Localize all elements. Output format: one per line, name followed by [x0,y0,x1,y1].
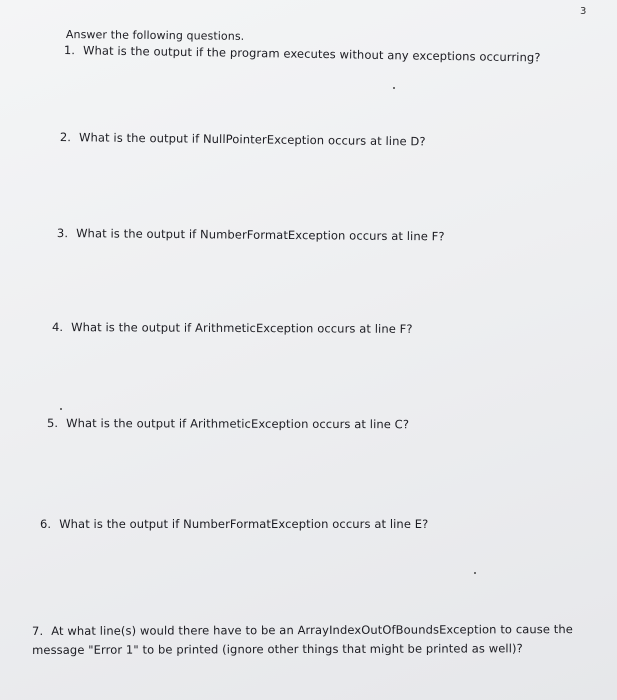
question-5 [47,416,409,431]
question-7 [32,620,597,660]
question-number: 5. [46,416,59,431]
question-text: What is the output if NumberFormatException occurs at line E? [59,517,429,531]
page-number: 3 [580,6,587,17]
instructions-heading: Answer the following questions. [65,28,245,43]
question-6 [40,517,428,531]
question-3 [57,226,445,243]
question-text: What is the output if NullPointerException occurs at line D? [79,130,426,149]
question-number: 6. [40,517,52,531]
question-number: 1. [63,43,76,58]
question-4 [52,320,413,336]
question-text: What is the output if the program executes without any exceptions occurring? [82,43,541,65]
paper-speck [474,572,476,574]
question-number: 4. [51,320,64,335]
question-2 [60,130,426,148]
paper-speck [60,408,62,410]
question-text: What is the output if ArithmeticException occurs at line C? [66,416,410,432]
question-1 [64,43,541,64]
question-text: What is the output if ArithmeticException occurs at line F? [71,320,413,336]
paper-speck [393,87,395,89]
question-text: At what line(s) would there have to be an ArrayIndexOutOfBoundsException to cause the message "Error 1" to be printed (ignore other things that might be printed as well)? [32,622,573,657]
question-text: What is the output if NumberFormatException occurs at line F? [76,226,445,244]
question-number: 7. [32,623,44,638]
question-number: 3. [56,226,69,241]
question-number: 2. [59,130,72,145]
